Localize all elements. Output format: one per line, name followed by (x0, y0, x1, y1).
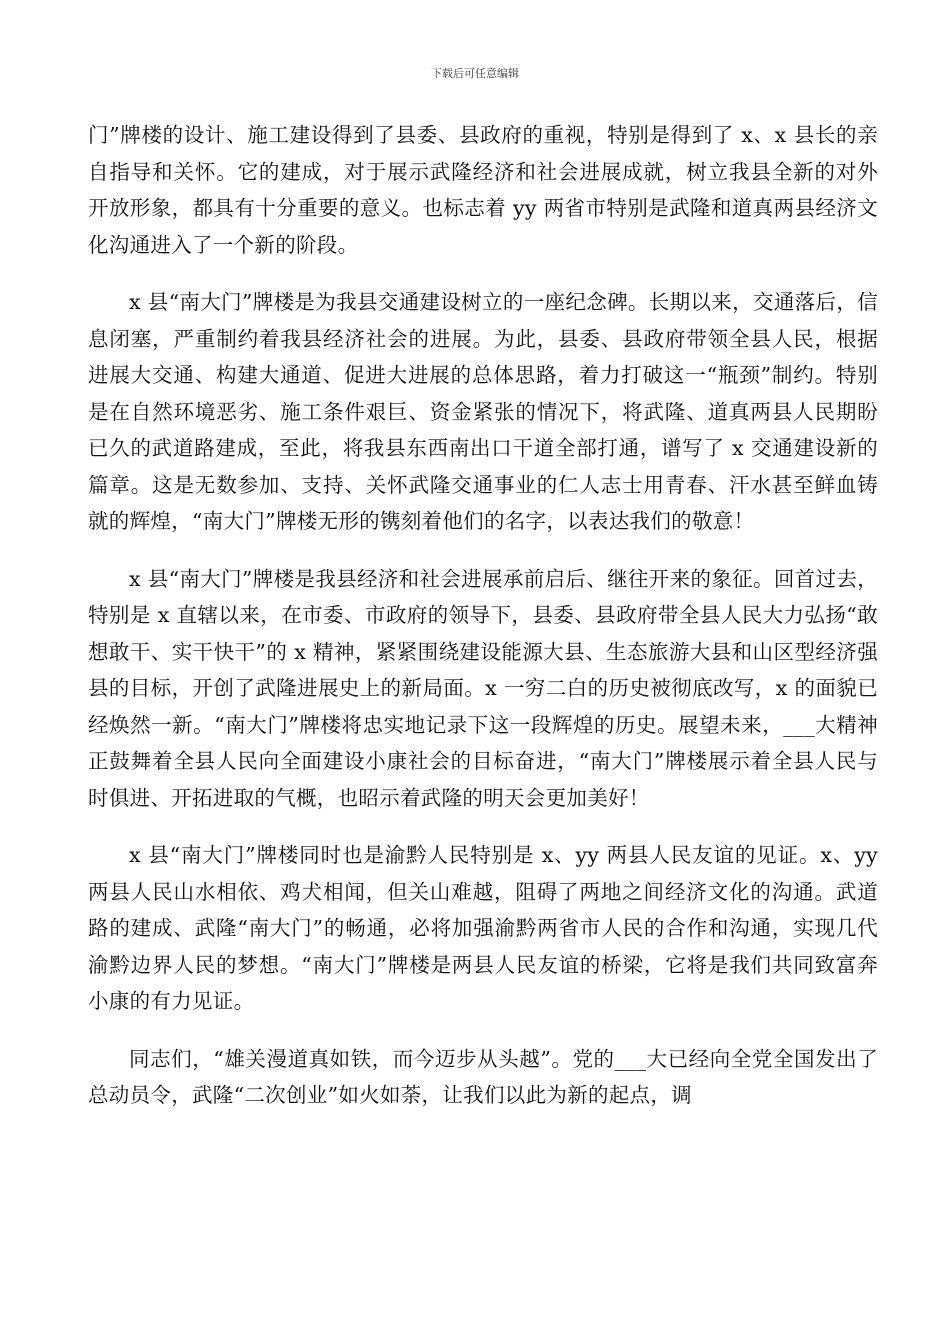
paragraph-4: x 县“南大门”牌楼同时也是渝黔人民特别是 x、yy 两县人民友谊的见证。x、yy 两县人民山水相依、鸡犬相闻，但关山难越，阻碍了两地之间经济文化的沟通。武道路的建成、武隆“南大门”的畅通，必将加强渝黔两省市人民的合作和沟通，实现几代渝黔边界人民的梦想。“南大门”牌楼是两县人民友谊的桥梁，它将是我们共同致富奔小康的有力见证。 (88, 843, 878, 1013)
document-body (88, 117, 878, 1135)
paragraph-1: 门”牌楼的设计、施工建设得到了县委、县政府的重视，特别是得到了 x、x 县长的亲自指导和关怀。它的建成，对于展示武隆经济和社会进展成就，树立我县全新的对外开放形象，都具有十分重要的意义。也标志着 yy 两省市特别是武隆和道真两县经济文化沟通进入了一个新的阶段。 (88, 123, 878, 257)
paragraph-5: 同志们，“雄关漫道真如铁，而今迈步从头越”。党的___大已经向全党全国发出了总动员令，武隆“二次创业”如火如荼，让我们以此为新的起点，调 (88, 1046, 878, 1107)
page-header: 下载后可任意编辑 (431, 67, 519, 80)
paragraph-2: x 县“南大门”牌楼是为我县交通建设树立的一座纪念碑。长期以来，交通落后，信息闭塞，严重制约着我县经济社会的进展。为此，县委、县政府带领全县人民，根据进展大交通、构建大通道、促进大进展的总体思路，着力打破这一“瓶颈”制约。特别是在自然环境恶劣、施工条件艰巨、资金紧张的情况下，将武隆、道真两县人民期盼已久的武道路建成，至此，将我县东西南出口干道全部打通，谱写了 x 交通建设新的篇章。这是无数参加、支持、关怀武隆交通事业的仁人志士用青春、汗水甚至鲜血铸就的辉煌，“南大门”牌楼无形的镌刻着他们的名字，以表达我们的敬意！ (88, 290, 878, 533)
paragraph-3: x 县“南大门”牌楼是我县经济和社会进展承前启后、继往开来的象征。回首过去，特别是 x 直辖以来，在市委、市政府的领导下，县委、县政府带全县人民大力弘扬“敢想敢干、实干快干”的 x 精神，紧紧围绕建设能源大县、生态旅游大县和山区型经济强县的目标，开创了武隆进展史上的新局面。x 一穷二白的历史被彻底改写，x 的面貌已经焕然一新。“南大门”牌楼将忠实地记录下这一段辉煌的历史。展望未来，___大精神正鼓舞着全县人民向全面建设小康社会的目标奋进，“南大门”牌楼展示着全县人民与时俱进、开拓进取的气概，也昭示着武隆的明天会更加美好！ (88, 566, 878, 810)
